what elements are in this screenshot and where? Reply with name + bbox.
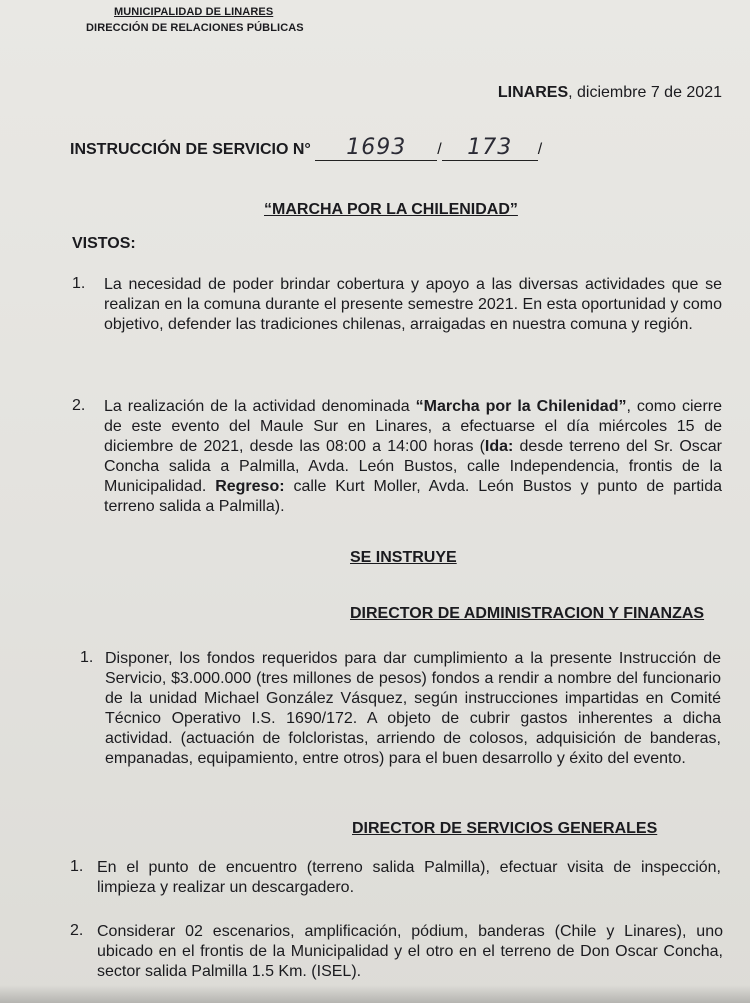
admin-item-1-text: Disponer, los fondos requeridos para dar cumplimiento a la presente Instrucción de Servicio, $3.000.000 (tres millones de pesos) fondos a rendir a nombre del funcionario de la unidad Michael González Vásquez, según instrucciones impartidas en Comité Técnico Operativo I.S. 1690/172. A objeto de cubrir gastos inherentes a dicha actividad. (actuación de folcloristas, arriendo de colosos, adquisición de banderas, empanadas, equipamiento, entre otros) para el buen desarrollo y éxito del evento. (105, 650, 721, 767)
vistos-item-2-part: , como cierre de este evento del Maule Sur en Linares, a efectuarse el día miércoles 15 de diciembre de 2021, desde las 08:00 a 14:00 horas ( (104, 398, 722, 455)
vistos-item-2-text (104, 397, 722, 517)
instruction-end-slash: / (537, 141, 543, 158)
ida-label: Ida: (484, 438, 514, 455)
instruction-line (70, 135, 543, 161)
regreso-label: Regreso: (215, 478, 285, 495)
servicios-item-1-num: 1. (70, 858, 84, 875)
vistos-item-2-num: 2. (72, 397, 86, 414)
vistos-item-2-part: La realización de la actividad denominada (104, 398, 416, 415)
instruction-separator: / (437, 141, 442, 158)
instruction-number-b: 173 (467, 135, 513, 160)
servicios-item-1-text: En el punto de encuentro (terreno salida Palmilla), efectuar visita de inspección, limpieza y realizar un descargadero. (97, 859, 721, 896)
instruction-number-field (315, 135, 437, 161)
servicios-heading: DIRECTOR DE SERVICIOS GENERALES (352, 820, 658, 837)
dateline-date: , diciembre 7 de 2021 (568, 84, 722, 101)
se-instruye-heading: SE INSTRUYE (350, 549, 457, 566)
vistos-item-2-part: calle Kurt Moller, Avda. León Bustos y punto de partida terreno salida a Palmilla). (104, 478, 722, 515)
vistos-item-1-num: 1. (72, 275, 86, 292)
instruction-number-field-2 (442, 135, 538, 161)
dateline-city: LINARES (497, 84, 569, 101)
admin-heading: DIRECTOR DE ADMINISTRACION Y FINANZAS (350, 605, 705, 622)
org-name: MUNICIPALIDAD DE LINARES (114, 6, 274, 18)
servicios-item-2-text: Considerar 02 escenarios, amplificación, pódium, banderas (Chile y Linares), uno ubicado en el frontis de la Municipalidad y el otro en el terreno de Don Oscar Concha, sector salida Palmilla 1.5 Km. (ISEL). (97, 923, 723, 980)
vistos-item-2-part: desde terreno del Sr. Oscar Concha salida a Palmilla, Avda. León Bustos, calle Independencia, frontis de la Municipalidad. (104, 438, 722, 495)
document-title: “MARCHA POR LA CHILENIDAD” (264, 201, 518, 218)
servicios-item-2-num: 2. (70, 922, 84, 939)
page-bottom-edge (0, 985, 750, 1003)
vistos-item-1-text: La necesidad de poder brindar cobertura y apoyo a las diversas actividades que se realizan en la comuna durante el presente semestre 2021. En esta oportunidad y como objetivo, defender las tradiciones chilenas, arraigadas en nuestra comuna y región. (104, 276, 722, 333)
instruction-number-a: 1693 (346, 135, 407, 160)
admin-item-1-num: 1. (80, 649, 94, 666)
org-department: DIRECCIÓN DE RELACIONES PÚBLICAS (86, 22, 304, 34)
dateline (498, 84, 722, 102)
instruction-label: INSTRUCCIÓN DE SERVICIO N° (70, 141, 311, 158)
vistos-heading: VISTOS: (72, 235, 136, 252)
activity-name: “Marcha por la Chilenidad” (415, 398, 627, 415)
